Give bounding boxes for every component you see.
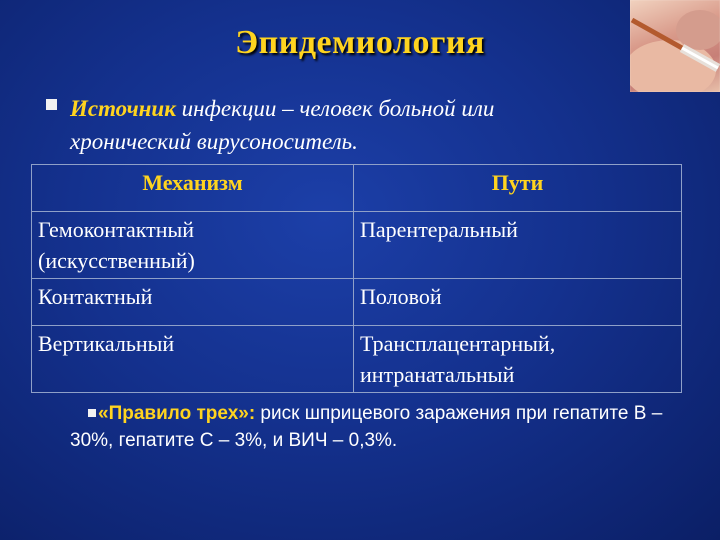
syringe-photo [630, 0, 720, 92]
header-mechanism: Механизм [32, 165, 354, 212]
rule-of-three-text [70, 400, 690, 454]
table-header-row [32, 165, 682, 212]
bullet-square-icon [88, 409, 96, 417]
table-cell: Контактный [32, 279, 354, 326]
table-cell: Парентеральный [354, 212, 682, 279]
intro-text-line2: хронический вирусоноситель. [70, 129, 358, 154]
rule-body: риск шприцевого заражения при гепатите В – 30%, гепатите С – 3%, и ВИЧ – 0,3%. [70, 403, 663, 451]
slide-title: Эпидемиология [235, 24, 485, 61]
table-row [32, 279, 682, 326]
table-cell: Вертикальный [32, 326, 354, 393]
table-cell: Половой [354, 279, 682, 326]
intro-text [70, 92, 670, 158]
header-routes: Пути [354, 165, 682, 212]
bullet-square-icon [46, 99, 57, 110]
table-cell: Трансплацентарный, интранатальный [354, 326, 682, 393]
intro-keyword: Источник [70, 96, 176, 121]
rule-label: «Правило трех»: [98, 403, 256, 424]
mechanism-table [31, 164, 682, 393]
table-cell: Гемоконтактный (искусственный) [32, 212, 354, 279]
intro-text-italic: инфекции – человек больной или [175, 96, 495, 121]
table-row [32, 212, 682, 279]
table-row [32, 326, 682, 393]
